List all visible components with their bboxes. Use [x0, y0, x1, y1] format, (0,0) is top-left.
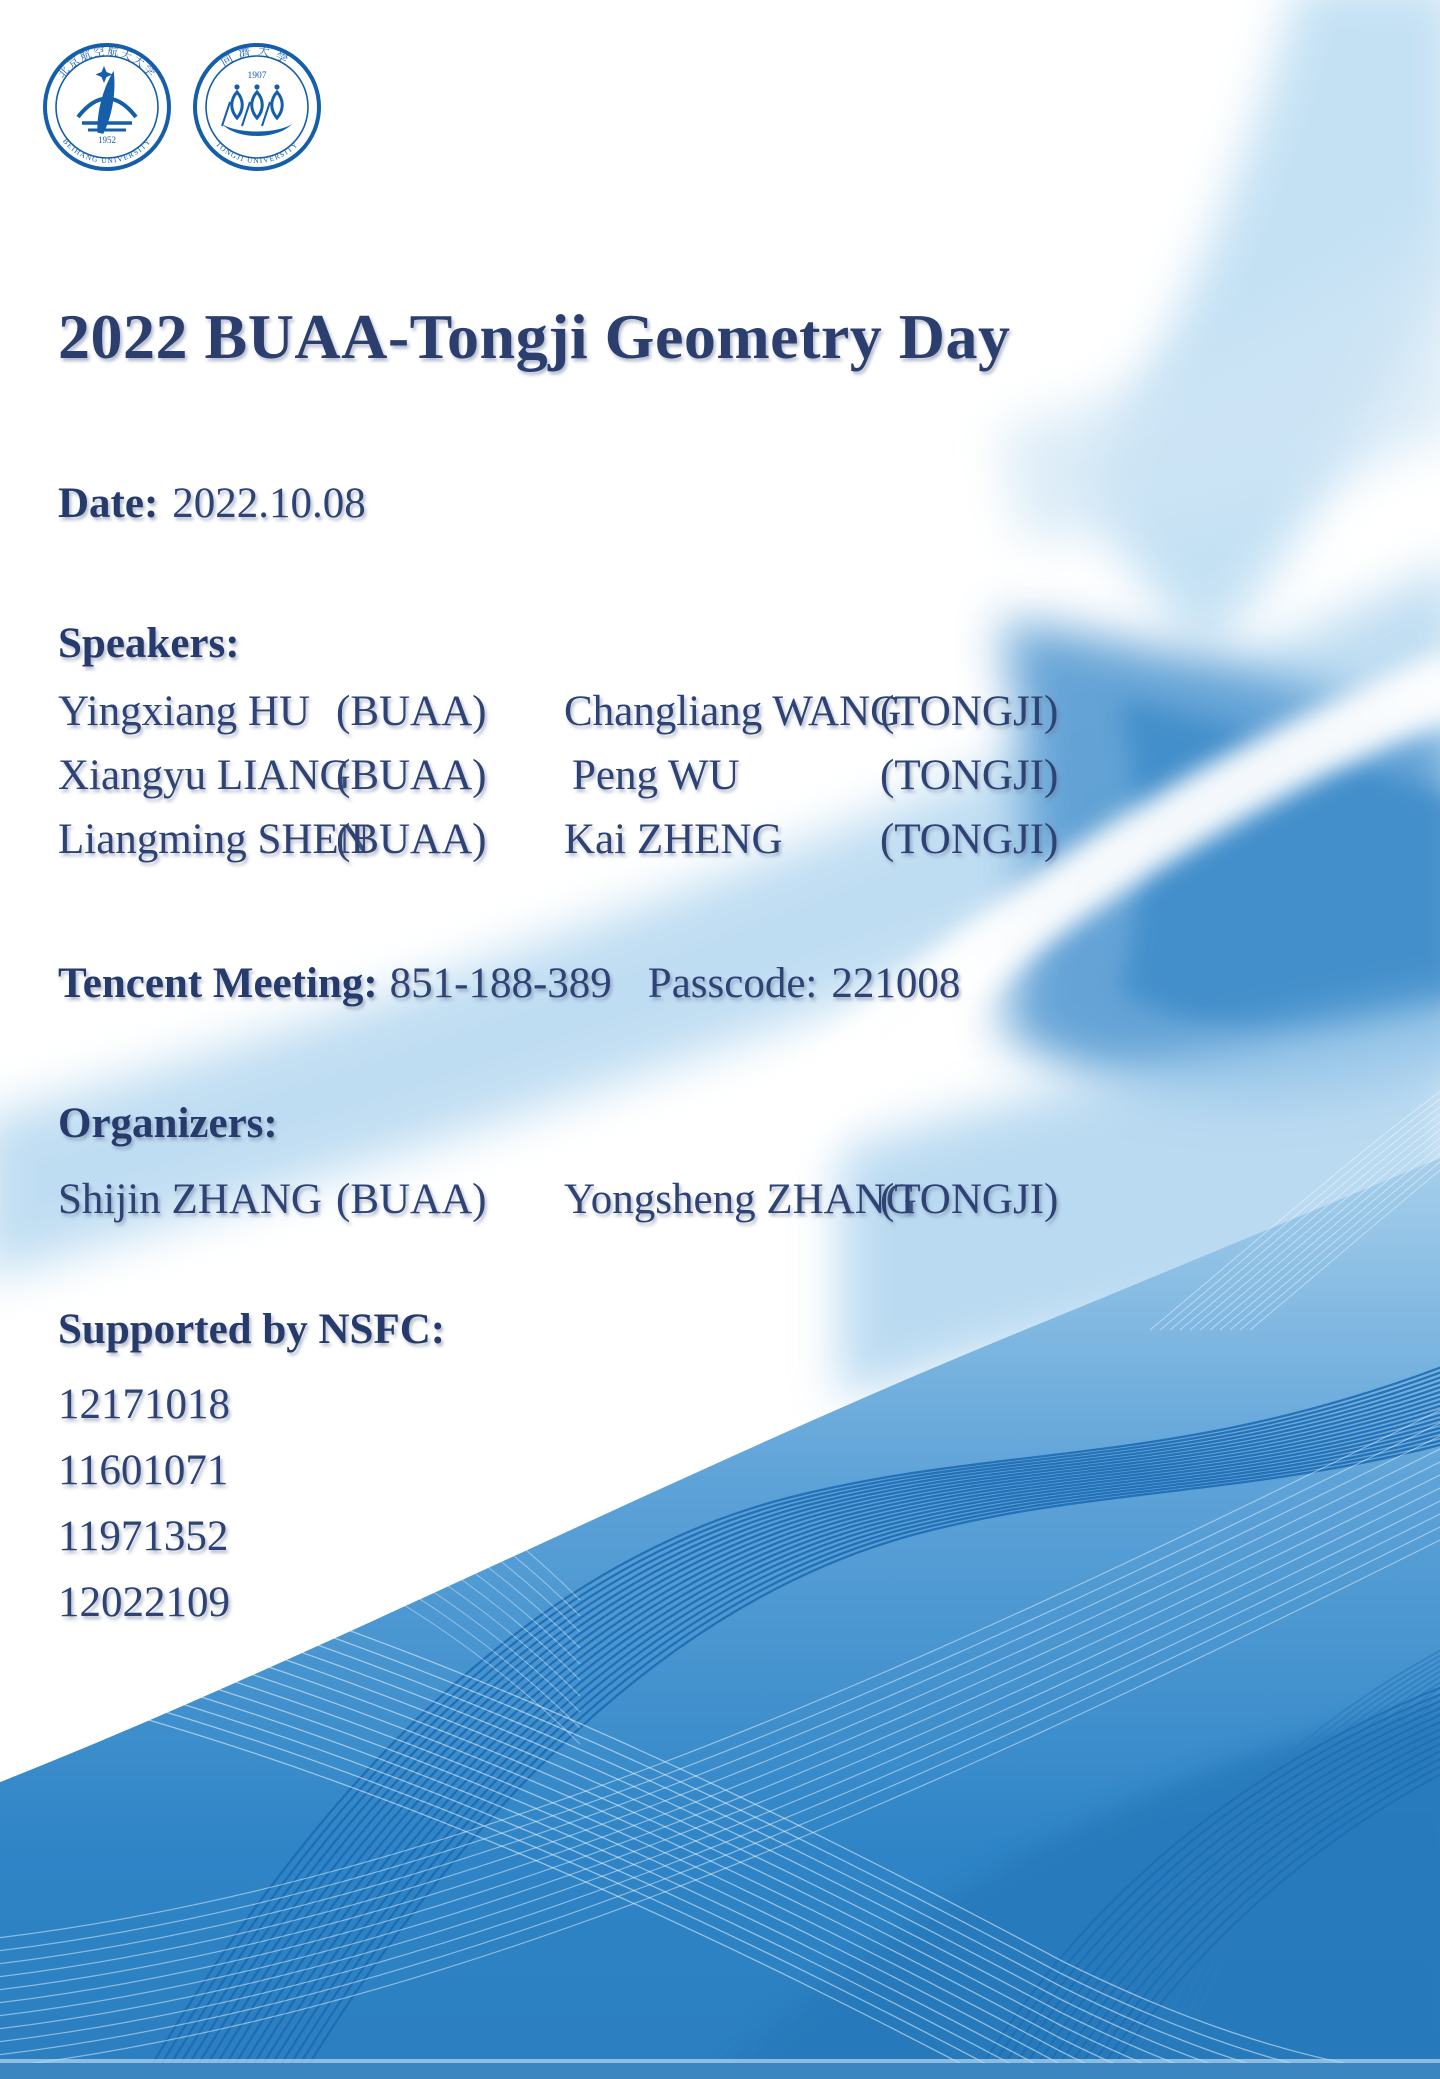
- buaa-arc-top-text: 北京航空航天大学: [55, 45, 159, 81]
- buaa-university-seal: [42, 42, 172, 172]
- nsfc-grant-number: 11601071: [58, 1447, 229, 1494]
- date-value: 2022.10.08: [172, 480, 366, 527]
- date-line: [58, 476, 366, 532]
- organizers-table: [58, 1168, 1388, 1232]
- speaker-affiliation: (BUAA): [336, 752, 487, 799]
- speaker-name: Peng WU: [572, 752, 740, 799]
- speaker-name: Kai ZHENG: [564, 816, 783, 863]
- organizer-name: Shijin ZHANG: [58, 1176, 322, 1223]
- speaker-affiliation: (BUAA): [336, 688, 487, 735]
- speaker-name: Xiangyu LIANG: [58, 752, 351, 799]
- tongji-year: 1907: [247, 71, 267, 81]
- speaker-affiliation: (TONGJI): [880, 752, 1059, 799]
- speaker-affiliation: (TONGJI): [880, 816, 1059, 863]
- tencent-meeting-line: [58, 956, 960, 1012]
- organizers-heading: Organizers:: [58, 1100, 278, 1147]
- nsfc-grant-number: 12171018: [58, 1381, 230, 1428]
- meeting-id: 851-188-389: [389, 960, 612, 1007]
- nsfc-grant-number: 11971352: [58, 1513, 229, 1560]
- speaker-name: Yingxiang HU: [58, 688, 311, 735]
- buaa-arc-bottom-text: BEIHANG UNIVERSITY: [61, 136, 153, 166]
- tencent-meeting-label: Tencent Meeting:: [58, 960, 378, 1007]
- date-label: Date:: [58, 480, 159, 527]
- nsfc-heading: Supported by NSFC:: [58, 1306, 446, 1353]
- tongji-university-seal: [192, 42, 322, 172]
- poster-title: 2022 BUAA-Tongji Geometry Day: [58, 301, 1011, 372]
- speakers-heading: Speakers:: [58, 620, 240, 667]
- speaker-affiliation: (BUAA): [336, 816, 487, 863]
- speaker-name: Changliang WANG: [564, 688, 902, 735]
- organizer-affiliation: (TONGJI): [880, 1176, 1059, 1223]
- speaker-affiliation: (TONGJI): [880, 688, 1059, 735]
- buaa-year: 1952: [98, 135, 116, 145]
- organizer-affiliation: (BUAA): [336, 1176, 487, 1223]
- speakers-table: [58, 680, 1388, 872]
- tongji-arc-top-text: 同濟大學: [217, 43, 297, 69]
- organizer-name: Yongsheng ZHANG: [564, 1176, 917, 1223]
- passcode-value: 221008: [831, 960, 961, 1007]
- speaker-name: Liangming SHEN: [58, 816, 370, 863]
- nsfc-grant-number: 12022109: [58, 1579, 230, 1626]
- passcode-label: Passcode:: [647, 960, 818, 1007]
- nsfc-grant-list: [58, 1372, 230, 1636]
- tongji-arc-bottom-text: TONGJI UNIVERSITY: [213, 139, 301, 166]
